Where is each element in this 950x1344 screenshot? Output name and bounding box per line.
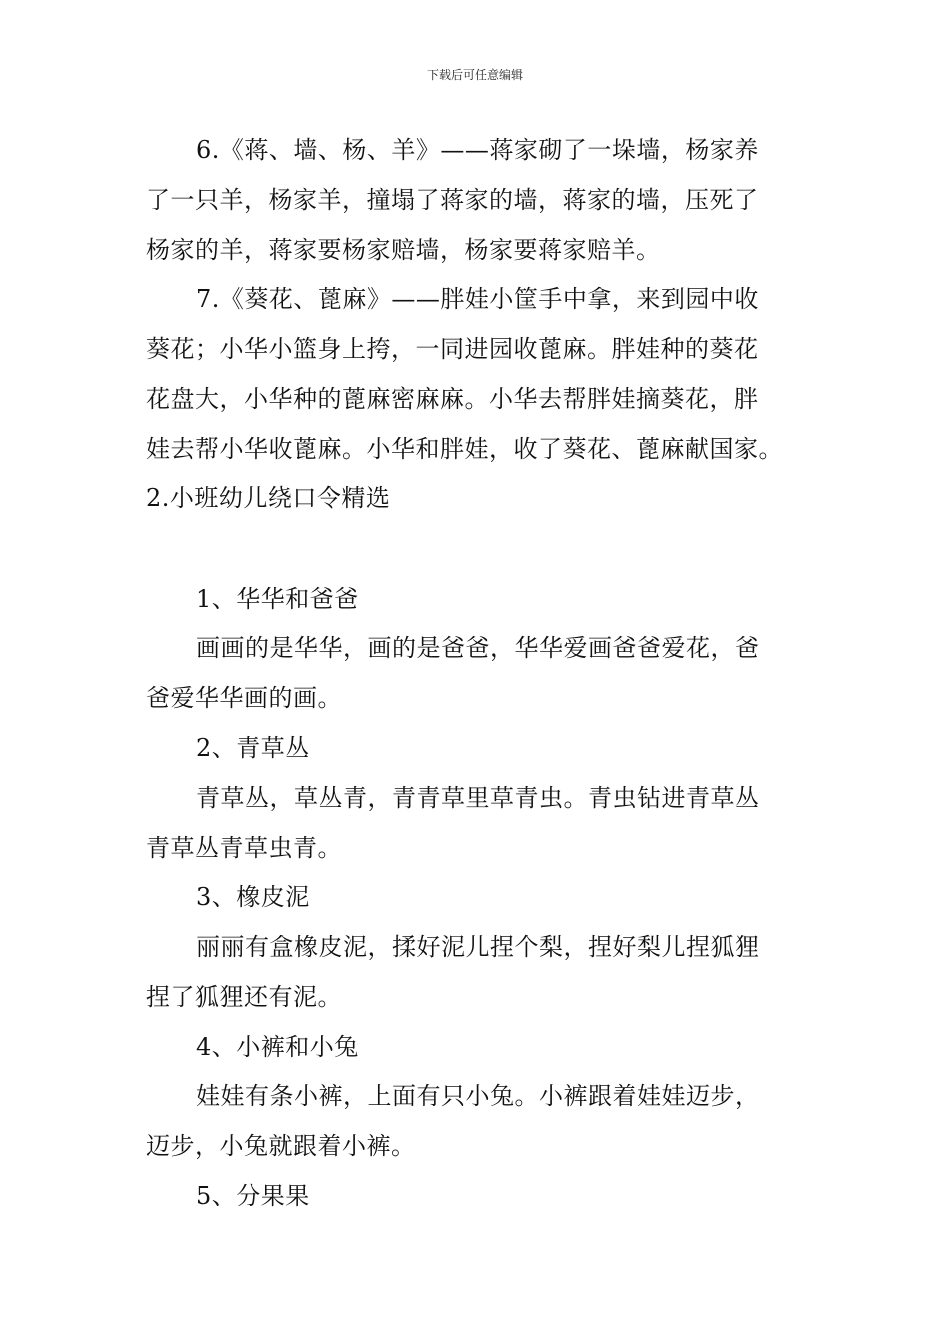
item-heading: 4、小裤和小兔: [196, 1033, 359, 1061]
text-line: 捏了狐狸还有泥。: [146, 983, 342, 1011]
item-heading: 3、橡皮泥: [196, 883, 310, 911]
text-line: 迈步，小兔就跟着小裤。: [146, 1132, 416, 1160]
text-line: 画画的是华华，画的是爸爸，华华爱画爸爸爱花，爸: [196, 634, 760, 662]
text-line: 娃娃有条小裤，上面有只小兔。小裤跟着娃娃迈步，: [196, 1082, 760, 1110]
text-line: 青草丛青草虫青。: [146, 834, 342, 862]
text-line: 花盘大，小华种的蓖麻密麻麻。小华去帮胖娃摘葵花，胖: [146, 385, 759, 413]
item-heading: 1、华华和爸爸: [196, 585, 359, 613]
item-heading: 5、分果果: [196, 1182, 310, 1210]
text-line: 6.《蒋、墙、杨、羊》——蒋家砌了一垛墙，杨家养: [196, 136, 759, 164]
text-line: 葵花；小华小篮身上挎，一同进园收蓖麻。胖娃种的葵花: [146, 335, 759, 363]
text-line: 娃去帮小华收蓖麻。小华和胖娃，收了葵花、蓖麻献国家。: [146, 435, 783, 463]
text-line: 爸爱华华画的画。: [146, 684, 342, 712]
text-line: 丽丽有盒橡皮泥，揉好泥儿捏个梨，捏好梨儿捏狐狸: [196, 933, 760, 961]
text-line: 了一只羊，杨家羊，撞塌了蒋家的墙，蒋家的墙，压死了: [146, 186, 759, 214]
text-line: 青草丛，草丛青，青青草里草青虫。青虫钻进青草丛: [196, 784, 760, 812]
section-heading: 2.小班幼儿绕口令精选: [146, 484, 391, 512]
page-header: 下载后可任意编辑: [426, 68, 523, 82]
text-line: 7.《葵花、蓖麻》——胖娃小筐手中拿，来到园中收: [196, 285, 759, 313]
text-line: 杨家的羊，蒋家要杨家赔墙，杨家要蒋家赔羊。: [146, 236, 661, 264]
item-heading: 2、青草丛: [196, 734, 310, 762]
